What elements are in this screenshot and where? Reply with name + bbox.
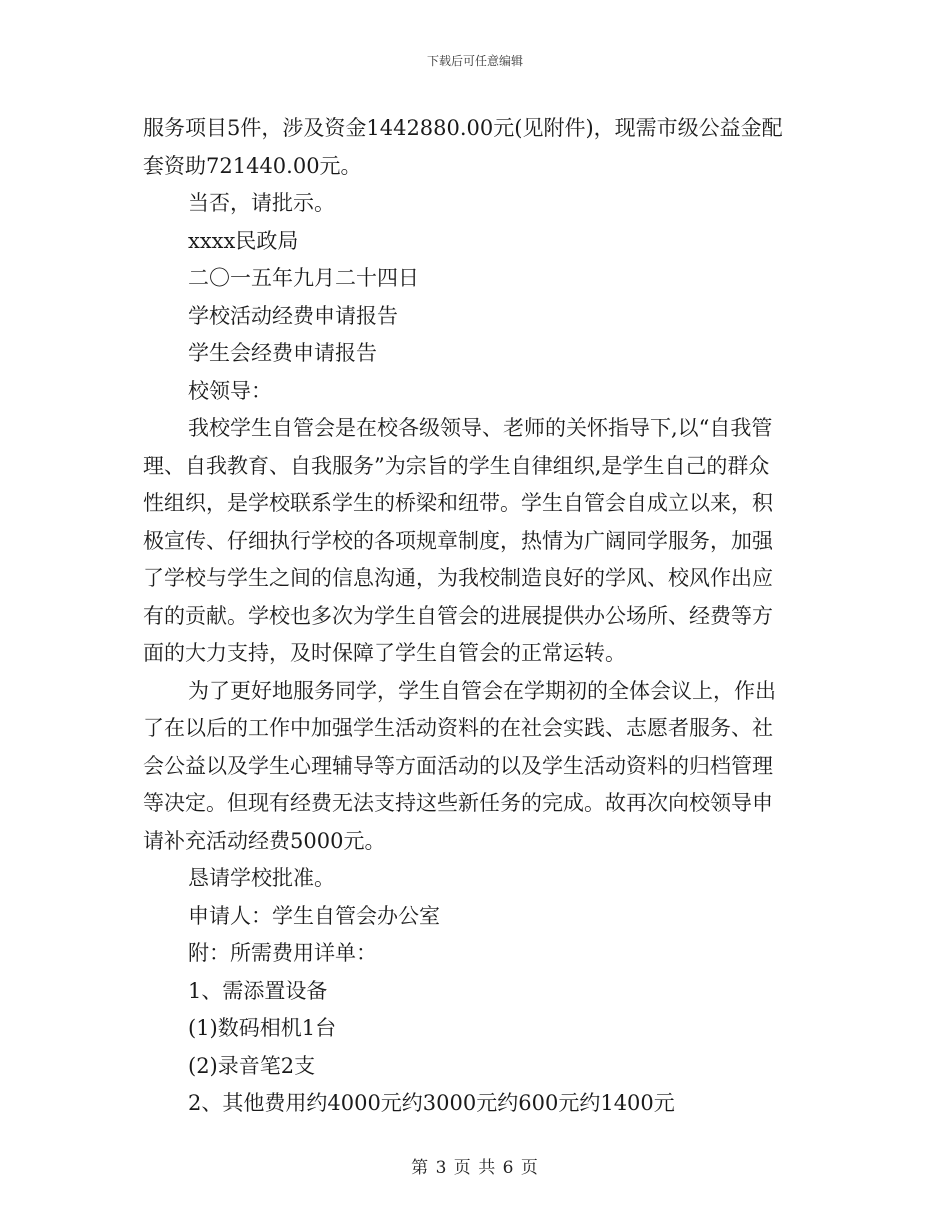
applicant-line: 申请人：学生自管会办公室 [188,903,440,928]
date-line: 二〇一五年九月二十四日 [188,266,419,290]
text-line: 请补充活动经费5000元。 [143,828,386,853]
section-title: 学生会经费申请报告 [188,341,377,365]
attachment-heading: 附：所需费用详单： [188,941,377,965]
salutation: 校领导： [188,378,272,403]
list-item: (1)数码相机1台 [188,1016,337,1040]
text-line: 恳请学校批准。 [188,866,335,890]
text-line: 有的贡献。学校也多次为学生自管会的进展提供办公场所、经费等方 [143,603,773,628]
list-item: (2)录音笔2支 [188,1053,316,1078]
text-line: 性组织，是学校联系学生的桥梁和纽带。学生自管会自成立以来，积 [143,491,773,515]
text-line: 服务项目5件，涉及资金1442880.00元(见附件)，现需市级公益金配 [143,116,783,140]
text-line: 面的大力支持，及时保障了学生自管会的正常运转。 [143,641,626,665]
text-line: 会公益以及学生心理辅导等方面活动的以及学生活动资料的归档管理 [143,753,773,778]
text-line: 了学校与学生之间的信息沟通，为我校制造良好的学风、校风作出应 [143,566,773,590]
text-line: 当否，请批示。 [188,191,335,215]
text-line: 我校学生自管会是在校各级领导、老师的关怀指导下,以“自我管 [188,416,773,440]
text-line: 等决定。但现有经费无法支持这些新任务的完成。故再次向校领导申 [143,791,773,815]
text-line: 为了更好地服务同学，学生自管会在学期初的全体会议上，作出 [188,678,776,703]
page-number: 第 3 页 共 6 页 [411,1158,539,1178]
text-line: 套资助721440.00元。 [143,153,362,178]
section-title: 学校活动经费申请报告 [188,303,398,328]
page-header: 下载后可任意编辑 [426,54,523,68]
text-line: 极宣传、仔细执行学校的各项规章制度，热情为广阔同学服务，加强 [143,528,773,553]
text-line: 理、自我教育、自我服务”为宗旨的学生自律组织,是学生自己的群众 [143,453,770,478]
document-body [143,110,808,1123]
list-item: 2、其他费用约4000元约3000元约600元约1400元 [188,1091,675,1115]
sender-line: xxxx民政局 [188,228,299,253]
text-line: 了在以后的工作中加强学生活动资料的在社会实践、志愿者服务、社 [143,716,773,740]
list-item: 1、需添置设备 [188,978,328,1003]
